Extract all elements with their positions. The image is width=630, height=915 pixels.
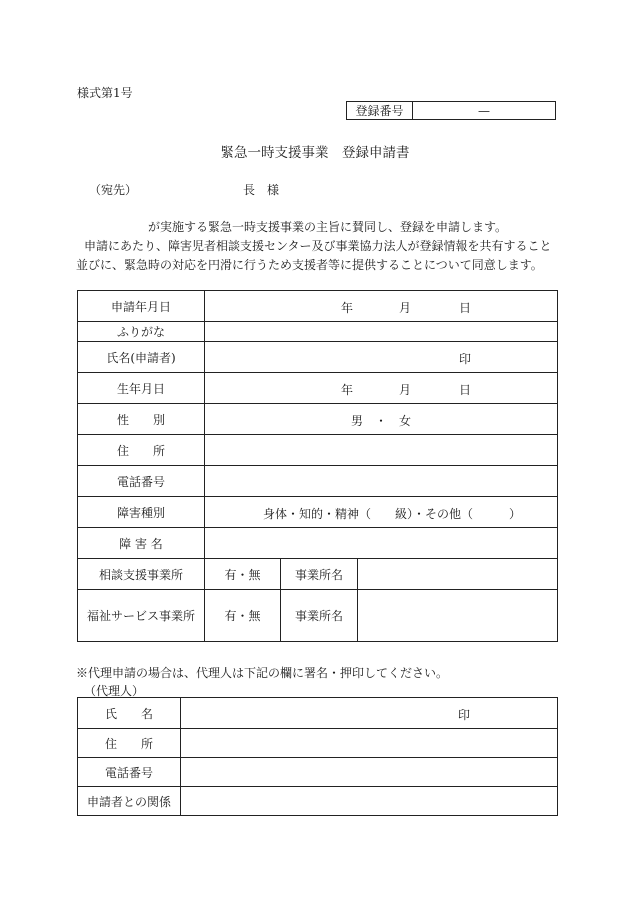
year-text: 年: [341, 383, 354, 397]
welfare-yes-no[interactable]: 有・無: [205, 590, 281, 642]
proxy-phone-label: 電話番号: [78, 758, 181, 787]
row-address: [78, 435, 558, 466]
addressee-label: （宛先）: [89, 183, 138, 197]
furigana-field[interactable]: [205, 322, 558, 342]
row-birth-date: [78, 373, 558, 404]
day-text: 日: [459, 383, 472, 397]
disability-type-options: 身体・知的・精神（ 級）・その他（ ）: [263, 507, 522, 521]
addressee-suffix: 長 様: [243, 183, 280, 197]
proxy-address-field[interactable]: [181, 729, 558, 758]
disability-type-field[interactable]: [205, 497, 558, 528]
consultation-yes-no[interactable]: 有・無: [205, 559, 281, 590]
row-proxy-relation: [78, 787, 558, 816]
proxy-form-table: [77, 697, 558, 816]
row-application-date: [78, 291, 558, 322]
proxy-address-label: 住 所: [78, 729, 181, 758]
month-text: 月: [399, 301, 412, 315]
registration-number-value[interactable]: —: [478, 103, 490, 118]
row-welfare-office: [78, 590, 558, 642]
seal-mark: 印: [459, 352, 472, 366]
row-proxy-address: [78, 729, 558, 758]
consultation-office-name-field[interactable]: [358, 559, 558, 590]
intro-line-3: 並びに、緊急時の対応を円滑に行うため支援者等に提供することについて同意します。: [76, 258, 543, 272]
consultation-office-label: 相談支援事業所: [78, 559, 205, 590]
gender-label: 性 別: [78, 404, 205, 435]
registration-number-box: [346, 101, 556, 120]
month-text: 月: [399, 383, 412, 397]
application-date-label: 申請年月日: [78, 291, 205, 322]
proxy-relation-field[interactable]: [181, 787, 558, 816]
row-disability-name: [78, 528, 558, 559]
proxy-note: ※代理申請の場合は、代理人は下記の欄に署名・押印してください。: [76, 666, 449, 680]
disability-type-label: 障害種別: [78, 497, 205, 528]
proxy-phone-field[interactable]: [181, 758, 558, 787]
row-gender: [78, 404, 558, 435]
day-text: 日: [459, 301, 472, 315]
row-name: [78, 342, 558, 373]
welfare-office-name-field[interactable]: [358, 590, 558, 642]
proxy-name-label: 氏 名: [78, 698, 181, 729]
intro-line-1: が実施する緊急一時支援事業の主旨に賛同し、登録を申請します。: [148, 220, 508, 234]
consultation-office-name-label: 事業所名: [281, 559, 358, 590]
phone-label: 電話番号: [78, 466, 205, 497]
row-proxy-phone: [78, 758, 558, 787]
year-text: 年: [341, 301, 354, 315]
applicant-form-table: [77, 290, 558, 642]
application-date-field[interactable]: [205, 291, 558, 322]
proxy-heading: （代理人）: [84, 684, 145, 698]
row-consultation-office: [78, 559, 558, 590]
phone-field[interactable]: [205, 466, 558, 497]
furigana-label: ふりがな: [78, 322, 205, 342]
proxy-name-field[interactable]: [181, 698, 558, 729]
address-label: 住 所: [78, 435, 205, 466]
address-field[interactable]: [205, 435, 558, 466]
row-proxy-name: [78, 698, 558, 729]
applicant-name-label: 氏名(申請者): [78, 342, 205, 373]
row-phone: [78, 466, 558, 497]
document-title: 緊急一時支援事業 登録申請書: [220, 145, 410, 161]
disability-name-field[interactable]: [205, 528, 558, 559]
birth-date-field[interactable]: [205, 373, 558, 404]
seal-mark: 印: [458, 708, 471, 722]
proxy-relation-label: 申請者との関係: [78, 787, 181, 816]
intro-line-2: 申請にあたり、障害児者相談支援センター及び事業協力法人が登録情報を共有すること: [84, 239, 552, 253]
welfare-office-name-label: 事業所名: [281, 590, 358, 642]
gender-options: 男 ・ 女: [351, 414, 412, 428]
form-number: 様式第1号: [77, 86, 133, 100]
registration-number-label: 登録番号: [347, 102, 413, 119]
disability-name-label: 障 害 名: [78, 528, 205, 559]
row-disability-type: [78, 497, 558, 528]
gender-field[interactable]: [205, 404, 558, 435]
row-furigana: [78, 322, 558, 342]
applicant-name-field[interactable]: [205, 342, 558, 373]
birth-date-label: 生年月日: [78, 373, 205, 404]
welfare-office-label: 福祉サービス事業所: [78, 590, 205, 642]
